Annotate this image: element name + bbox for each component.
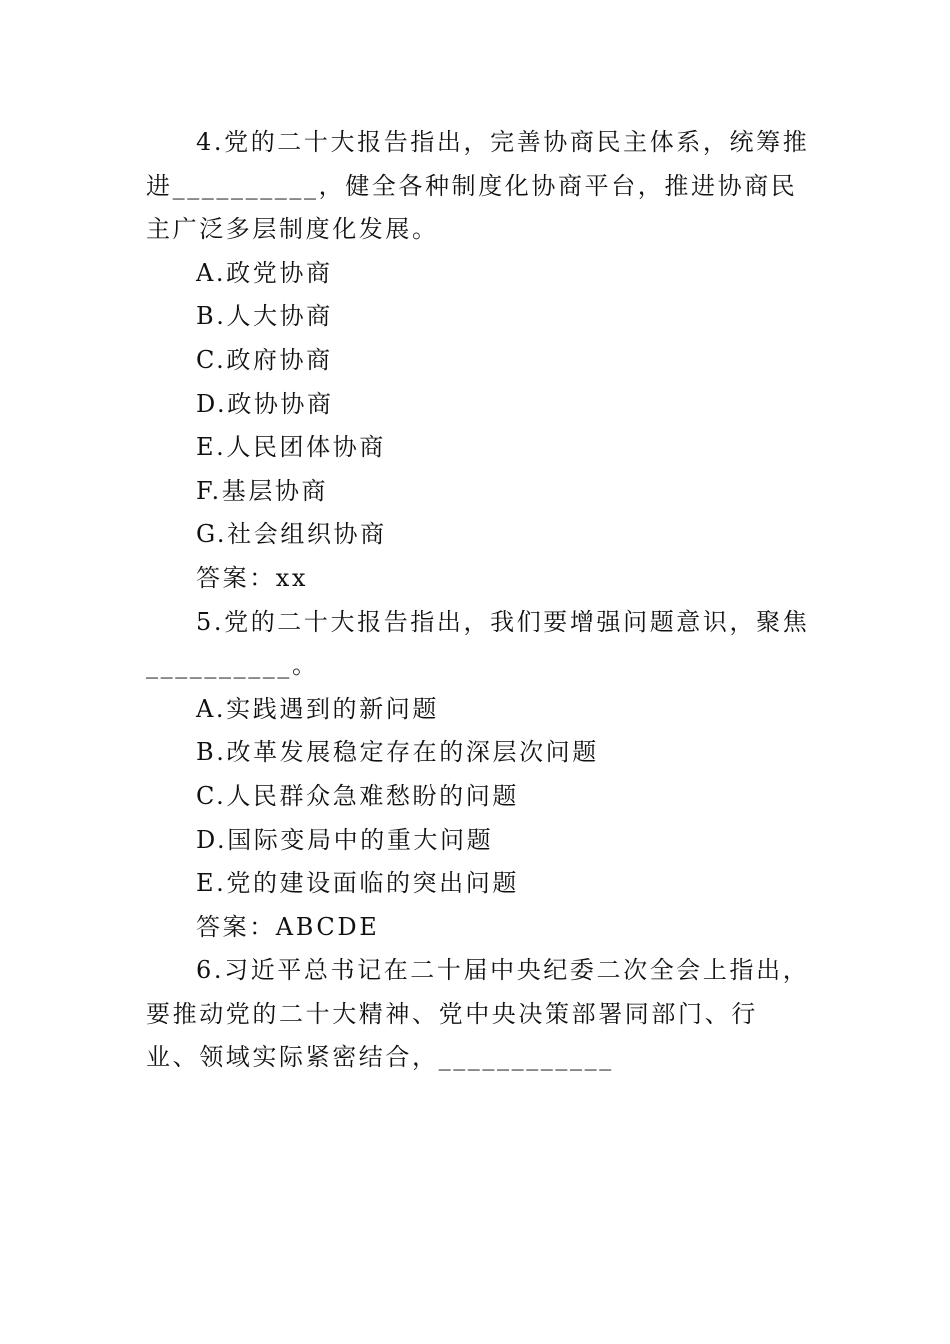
question-4-option-b: B.人大协商 (196, 302, 333, 331)
question-5-option-d: D.国际变局中的重大问题 (196, 825, 494, 854)
question-4-option-c: C.政府协商 (196, 345, 333, 374)
question-6-stem: 6.习近平总书记在二十届中央纪委二次全会上指出，要推动党的二十大精神、党中央决策部署同部门、行业、领域实际紧密结合，____________ (146, 956, 810, 1072)
page-content (146, 121, 810, 1080)
question-4-option-d: D.政协协商 (196, 389, 334, 418)
question-4-option-a: A.政党协商 (196, 258, 333, 287)
question-4-answer: 答案：xx (196, 563, 309, 592)
question-4-option-e: E.人民团体协商 (196, 433, 386, 462)
question-4-stem: 4.党的二十大报告指出，完善协商民主体系，统筹推进__________，健全各种制度化协商平台，推进协商民主广泛多层制度化发展。 (146, 128, 810, 244)
question-5-stem: 5.党的二十大报告指出，我们要增强问题意识，聚焦__________。 (146, 607, 810, 680)
question-4-option-g: G.社会组织协商 (196, 520, 387, 549)
question-5-option-c: C.人民群众急难愁盼的问题 (196, 781, 519, 810)
question-4-option-f: F.基层协商 (196, 476, 329, 505)
question-5-answer: 答案：ABCDE (196, 912, 380, 941)
question-5-option-b: B.改革发展稳定存在的深层次问题 (196, 738, 599, 767)
question-5-option-a: A.实践遇到的新问题 (196, 694, 439, 723)
question-5-option-e: E.党的建设面临的突出问题 (196, 869, 519, 898)
